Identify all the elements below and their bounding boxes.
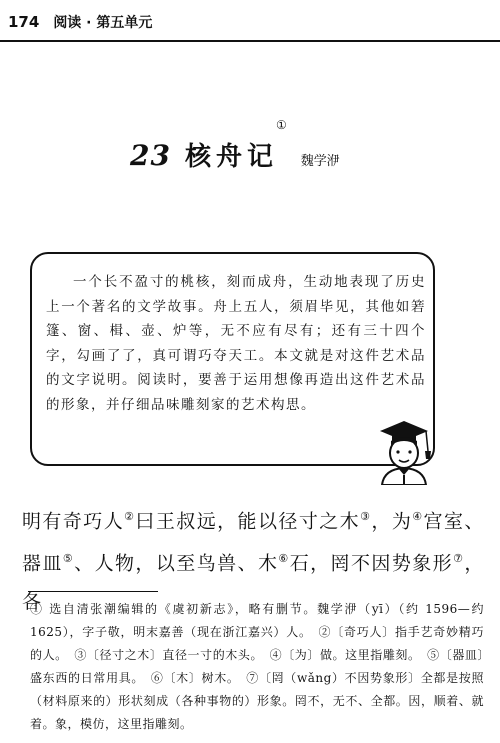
footnotes xyxy=(30,598,484,736)
page-header xyxy=(8,10,152,34)
footnote-item: ②〔奇巧人〕指手艺奇妙精巧的人。 xyxy=(30,625,484,662)
footnote-ref: ③ xyxy=(360,510,372,523)
graduate-mascot-icon xyxy=(372,415,434,485)
lesson-number: 23 xyxy=(130,139,171,172)
main-text-segment: 明有奇巧人 xyxy=(22,510,125,533)
footnote-rule xyxy=(28,591,158,592)
main-text-segment: ，各 xyxy=(22,552,485,613)
author-name: 魏学洢 xyxy=(300,154,340,169)
footnote-item: ④〔为〕做。这里指雕刻。 xyxy=(269,648,415,662)
title-footnote-mark: ① xyxy=(275,118,287,132)
main-text-segment: 宫室、器皿 xyxy=(22,510,484,575)
footnote-ref: ⑤ xyxy=(62,552,75,566)
lesson-title-row xyxy=(130,118,340,173)
footnote-item: ⑦〔罔（wǎng）不因势象形〕全都是按照（材料原来的）形状刻成（各种事物的）形象。罔不，无不、全都。因，顺着、就着。象，模仿，这里指雕刻。 xyxy=(30,671,484,731)
footnote-item: ⑥〔木〕树木。 xyxy=(150,671,234,685)
header-rule xyxy=(0,40,500,42)
footnote-ref: ⑦ xyxy=(453,552,465,566)
main-text-segment: 、人物，以至鸟兽、木 xyxy=(74,552,279,575)
footnote-item: ① 选自清张潮编辑的《虞初新志》，略有删节。魏学洢（yī）（约 1596—约 1625），字子敬，明末嘉善（现在浙江嘉兴）人。 xyxy=(30,602,484,639)
main-text-segment: 石，罔不因势象形 xyxy=(289,552,454,575)
footnote-ref: ② xyxy=(124,510,136,523)
footnote-item: ⑤〔器皿〕盛东西的日常用具。 xyxy=(30,648,484,685)
page-number: 174 xyxy=(8,13,40,31)
footnote-ref: ⑥ xyxy=(278,552,290,566)
footnote-item: ③〔径寸之木〕直径一寸的木头。 xyxy=(74,648,258,662)
intro-text: 一个长不盈寸的桃核，刻而成舟，生动地表现了历史上一个著名的文学故事。舟上五人，须眉毕见，其他如箬篷、窗、楫、壶、炉等，无不应有尽有；还有三十四个字，勾画了了，真可谓巧夺天工。本文就是对这件艺术品的文字说明。阅读时，要善于运用想像再造出这件艺术品的形象，并仔细品味雕刻家的艺术构思。 xyxy=(46,274,426,413)
main-text-segment: 曰王叔远，能以径寸之木 xyxy=(135,510,361,533)
section-title: 阅读 · 第五单元 xyxy=(53,15,153,31)
main-text-segment: ，为 xyxy=(371,510,413,533)
footnote-ref: ④ xyxy=(412,510,424,523)
lesson-title: 核舟记 xyxy=(184,142,278,172)
